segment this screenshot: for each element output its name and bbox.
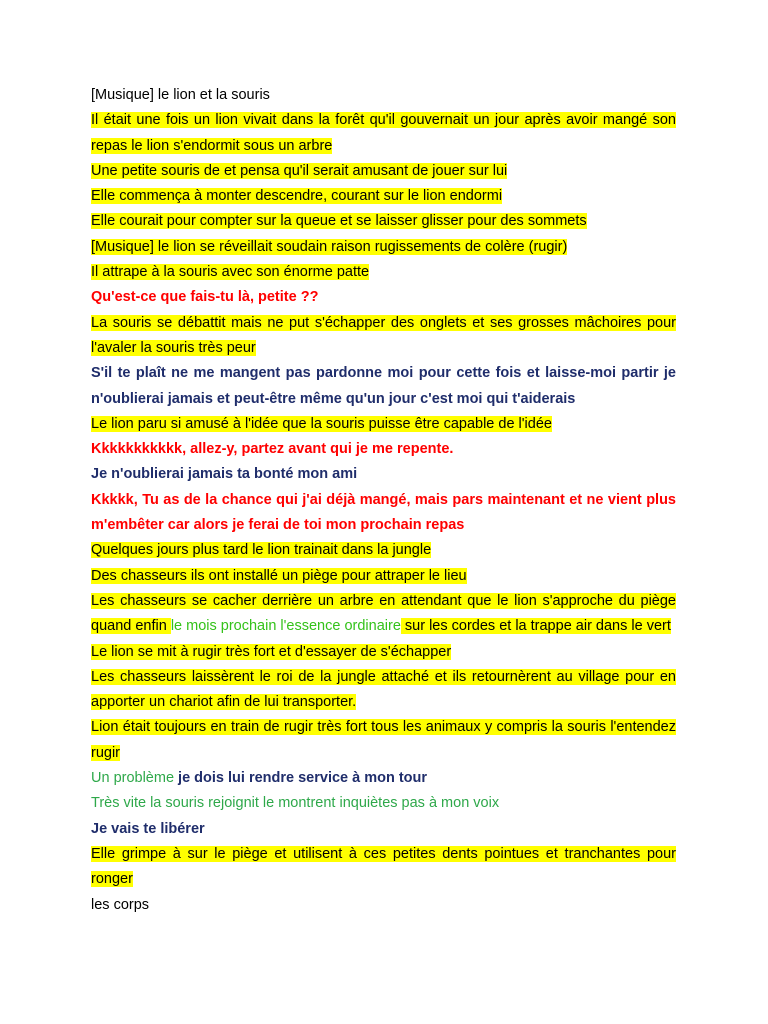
paragraph bbox=[91, 766, 676, 791]
paragraph bbox=[91, 260, 676, 285]
highlighted-text: Il était une fois un lion vivait dans la forêt qu'il gouvernait un jour après avoir mangé son repas le lion s'endormit sous un arbre bbox=[91, 112, 676, 154]
paragraph bbox=[91, 589, 676, 640]
highlighted-text: sur les cordes et la trappe air dans le vert bbox=[400, 618, 671, 635]
highlighted-text: Les chasseurs laissèrent le roi de la jungle attaché et ils retournèrent au village pour en apporter un chariot afin de lui transporter. bbox=[91, 668, 676, 711]
highlighted-text: Des chasseurs ils ont installé un piège pour attraper le lieu bbox=[91, 567, 467, 584]
paragraph bbox=[91, 159, 676, 184]
paragraph bbox=[91, 412, 676, 437]
paragraph-dialogue bbox=[91, 285, 676, 310]
paragraph bbox=[91, 311, 676, 362]
paragraph bbox=[91, 791, 676, 816]
highlighted-text: Quelques jours plus tard le lion trainait dans la jungle bbox=[91, 542, 432, 559]
highlighted-text: Une petite souris de et pensa qu'il serait amusant de jouer sur lui bbox=[91, 162, 508, 179]
paragraph bbox=[91, 665, 676, 716]
paragraph-dialogue bbox=[91, 488, 676, 539]
paragraph-dialogue bbox=[91, 462, 676, 487]
highlighted-text: Le lion se mit à rugir très fort et d'essayer de s'échapper bbox=[91, 643, 452, 660]
green-text: Un problème bbox=[91, 770, 179, 787]
paragraph bbox=[91, 184, 676, 209]
highlighted-text: Il attrape à la souris avec son énorme patte bbox=[91, 264, 370, 281]
dialogue-text: Je n'oublierai jamais ta bonté mon ami bbox=[91, 466, 358, 483]
highlighted-text: [Musique] le lion se réveillait soudain raison rugissements de colère (rugir) bbox=[91, 238, 568, 255]
highlighted-text: Elle grimpe à sur le piège et utilisent à ces petites dents pointues et tranchantes pour ronger bbox=[91, 845, 676, 888]
text-line: [Musique] le lion et la souris bbox=[91, 87, 270, 103]
highlighted-text: Le lion paru si amusé à l'idée que la souris puisse être capable de l'idée bbox=[91, 415, 552, 432]
paragraph bbox=[91, 538, 676, 563]
paragraph bbox=[91, 564, 676, 589]
paragraph-dialogue bbox=[91, 361, 676, 412]
document-page bbox=[91, 83, 676, 918]
green-text: Très vite la souris rejoignit le montrent inquiètes pas à mon voix bbox=[91, 795, 500, 812]
paragraph bbox=[91, 715, 676, 766]
paragraph-dialogue bbox=[91, 817, 676, 842]
paragraph bbox=[91, 235, 676, 260]
highlighted-text: Les chasseurs se cacher derrière un arbre en attendant que le lion s'approche du piège quand enfin bbox=[91, 592, 676, 635]
paragraph bbox=[91, 640, 676, 665]
dialogue-text: Je vais te libérer bbox=[91, 820, 205, 837]
paragraph-title bbox=[91, 83, 676, 108]
green-text: le mois prochain l'essence ordinaire bbox=[170, 618, 401, 635]
highlighted-text: Elle commença à monter descendre, courant sur le lion endormi bbox=[91, 188, 503, 205]
paragraph-dialogue bbox=[91, 437, 676, 462]
highlighted-text: Elle courait pour compter sur la queue et se laisser glisser pour des sommets bbox=[91, 213, 587, 230]
highlighted-text: La souris se débattit mais ne put s'échapper des onglets et ses grosses mâchoires pour l'avaler la souris très peur bbox=[91, 314, 676, 356]
paragraph bbox=[91, 209, 676, 234]
highlighted-text: Lion était toujours en train de rugir très fort tous les animaux y compris la souris l'entendez rugir bbox=[91, 719, 676, 761]
paragraph bbox=[91, 842, 676, 893]
paragraph bbox=[91, 893, 676, 918]
dialogue-text: Qu'est-ce que fais-tu là, petite ?? bbox=[91, 289, 319, 306]
dialogue-text: Kkkkk, Tu as de la chance qui j'ai déjà mangé, mais pars maintenant et ne vient plus m'embêter car alors je ferai de toi mon prochain repas bbox=[91, 491, 676, 534]
dialogue-text: je dois lui rendre service à mon tour bbox=[178, 770, 428, 787]
text-line: les corps bbox=[91, 896, 150, 913]
dialogue-text: S'il te plaît ne me mangent pas pardonne moi pour cette fois et laisse-moi partir je n'oublierai jamais et peut-être même qu'un jour c'est moi qui t'aiderais bbox=[91, 365, 676, 407]
paragraph bbox=[91, 108, 676, 159]
dialogue-text: Kkkkkkkkkkk, allez-y, partez avant qui je me repente. bbox=[91, 441, 454, 458]
